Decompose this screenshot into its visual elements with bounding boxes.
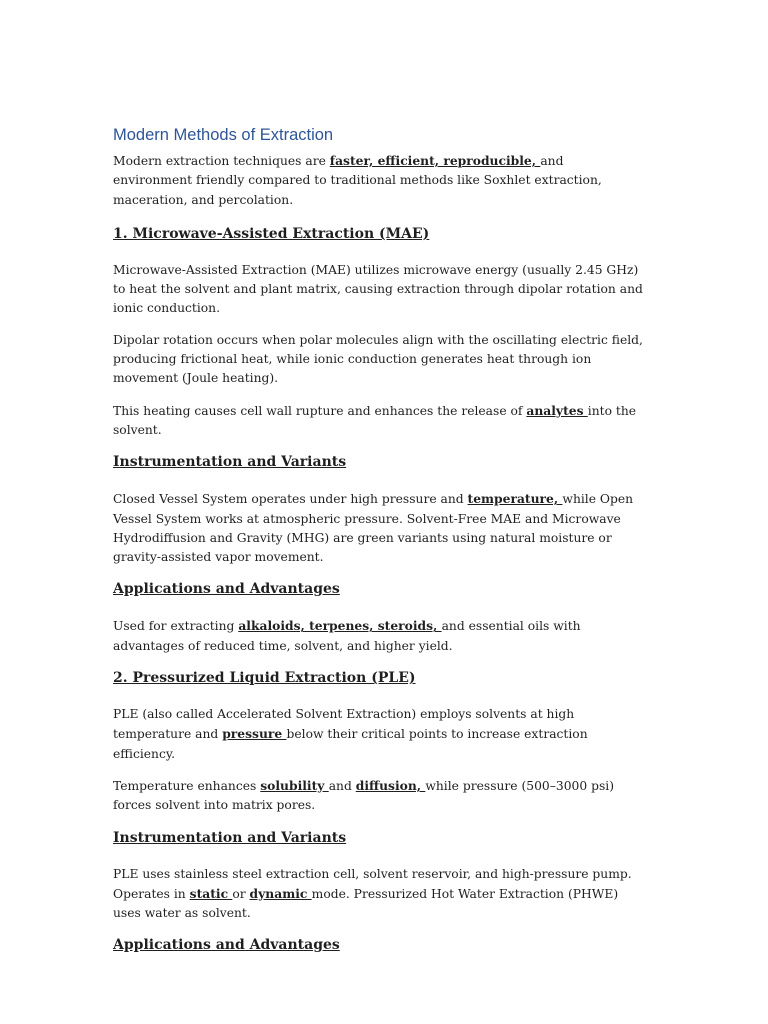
text-run: This heating causes cell wall rupture and enhances the release of (113, 403, 527, 418)
emphasis-text: pressure (222, 726, 287, 742)
text-run: Temperature enhances (113, 778, 261, 793)
text-run: and essential oils with advantages of reduced time, solvent, and higher yield. (113, 619, 581, 653)
emphasis-text: dynamic (249, 885, 312, 901)
ple-paragraph-2 (113, 776, 643, 816)
text-run: into the solvent. (113, 403, 637, 437)
emphasis-text: diffusion, (355, 777, 426, 793)
intro-paragraph (113, 151, 643, 210)
ple-instrumentation-paragraph (113, 865, 643, 924)
mae-paragraph-3 (113, 401, 643, 441)
emphasis-text: analytes (526, 402, 588, 418)
document-page (113, 124, 643, 972)
text-run: while Open Vessel System works at atmospheric pressure. Solvent-Free MAE and Microwave Hydrodiffusion and Gravity (MHG) are green variants using natural moisture or gravity-assisted vapor movement. (113, 492, 634, 565)
text-run: Closed Vessel System operates under high pressure and (113, 492, 468, 507)
text-run: below their critical points to increase extraction efficiency. (113, 727, 588, 761)
text-run: and environment friendly compared to traditional methods like Soxhlet extraction, maceration, and percolation. (113, 154, 602, 207)
emphasis-text: static (189, 885, 233, 901)
text-run: PLE uses stainless steel extraction cell, solvent reservoir, and high-pressure pump. Operates in (113, 866, 632, 901)
emphasis-text: solubility (260, 777, 329, 793)
mae-paragraph-1: Microwave-Assisted Extraction (MAE) utilizes microwave energy (usually 2.45 GHz) to heat the solvent and plant matrix, causing extraction through dipolar rotation and ionic conduction. (113, 262, 643, 316)
mae-paragraph-2: Dipolar rotation occurs when polar molecules align with the oscillating electric field, producing frictional heat, while ionic conduction generates heat through ion movement (Joule heating). (113, 332, 643, 386)
mae-applications-paragraph (113, 616, 643, 656)
text-run: mode. Pressurized Hot Water Extraction (PHWE) uses water as solvent. (113, 886, 619, 921)
subheading-mae-instrumentation: Instrumentation and Variants (113, 454, 347, 471)
subheading-ple-instrumentation: Instrumentation and Variants (113, 829, 347, 846)
text-run: while pressure (500–3000 psi) forces solvent into matrix pores. (113, 778, 615, 813)
text-run: and (328, 778, 356, 793)
section-heading-mae: 1. Microwave-Assisted Extraction (MAE) (113, 225, 430, 242)
text-run: or (232, 886, 250, 901)
subheading-ple-applications: Applications and Advantages (113, 937, 340, 954)
ple-paragraph-1 (113, 705, 643, 764)
mae-instrumentation-paragraph (113, 489, 643, 567)
text-run: Modern extraction techniques are (113, 154, 330, 168)
section-heading-ple: 2. Pressurized Liquid Extraction (PLE) (113, 670, 416, 687)
text-run: PLE (also called Accelerated Solvent Extraction) employs solvents at high temperature and (113, 707, 575, 742)
emphasis-text: temperature, (467, 491, 563, 507)
emphasis-text: alkaloids, terpenes, steroids, (238, 618, 442, 634)
text-run: Used for extracting (113, 619, 239, 634)
document-title: Modern Methods of Extraction (113, 126, 334, 144)
subheading-mae-applications: Applications and Advantages (113, 581, 340, 598)
emphasis-text: faster, efficient, reproducible, (329, 153, 541, 168)
